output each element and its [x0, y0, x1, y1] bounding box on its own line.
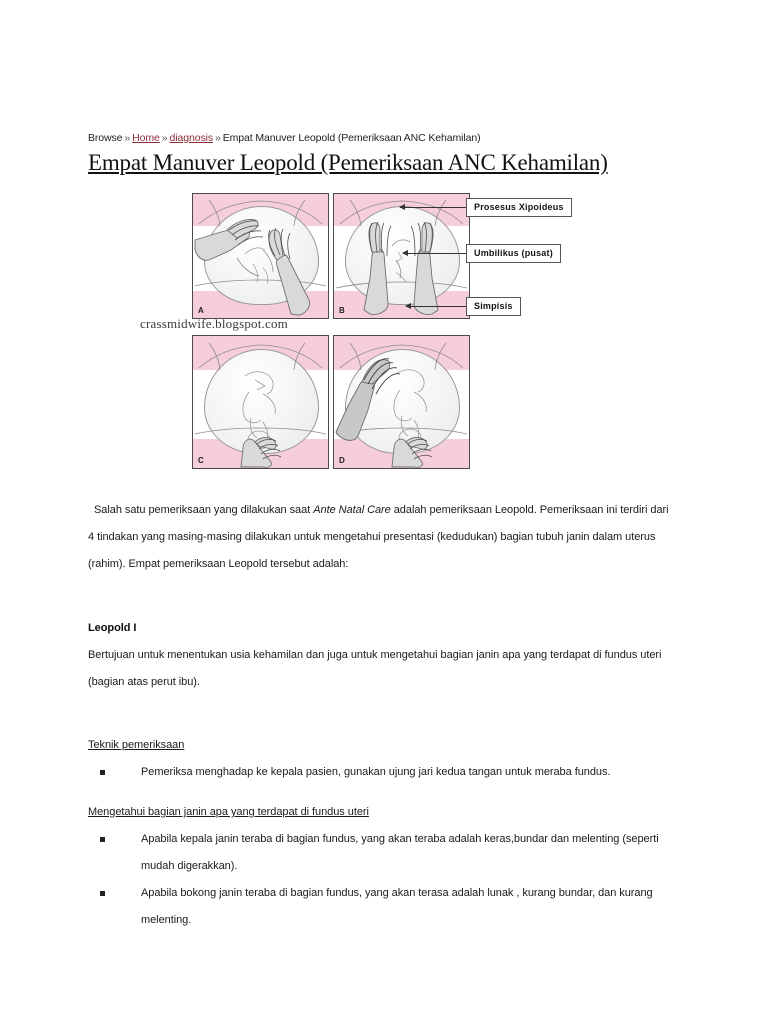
- panel-d-letter: D: [339, 456, 345, 465]
- list-item: Apabila bokong janin teraba di bagian fundus, yang akan terasa adalah lunak , kurang bundar, dan kurang melenting.: [88, 880, 673, 934]
- callout-leader-umbilikus: [403, 253, 466, 254]
- figure-watermark: crassmidwife.blogspot.com: [140, 316, 288, 331]
- figure-panel-a: [192, 193, 329, 319]
- intro-part-2: adalah pemeriksaan Leopold. Pemeriksaan ini terdiri dari 4 tindakan yang masing-masing dilakukan untuk mengetahui presentasi (kedudukan) bagian tubuh janin dalam uterus (rahim). Empat pemeriksaan Leopold tersebut adalah:: [88, 504, 669, 570]
- panel-d-linework: [334, 336, 469, 468]
- panel-c-linework: [193, 336, 328, 468]
- figure-panel-d: [333, 335, 470, 469]
- subheading-mengetahui-bagian-janin: Mengetahui bagian janin apa yang terdapat di fundus uteri: [88, 806, 369, 818]
- callout-leader-simpisis: [406, 306, 466, 307]
- document-content: [88, 131, 673, 934]
- section-heading-leopold-1: Leopold I: [88, 622, 137, 634]
- subheading-wrap-teknik: [88, 732, 673, 759]
- callout-simpisis: Simpisis: [466, 297, 521, 316]
- panel-b-linework: [334, 194, 469, 318]
- page-title: Empat Manuver Leopold (Pemeriksaan ANC Kehamilan): [88, 150, 608, 175]
- subheading-teknik-pemeriksaan: Teknik pemeriksaan: [88, 739, 185, 751]
- callout-prosesus-xipoideus: Prosesus Xipoideus: [466, 198, 572, 217]
- list-item: Pemeriksa menghadap ke kepala pasien, gunakan ujung jari kedua tangan untuk meraba fundus.: [88, 759, 673, 786]
- intro-italic-term: Ante Natal Care: [313, 504, 391, 516]
- breadcrumb-current: Empat Manuver Leopold (Pemeriksaan ANC Kehamilan): [222, 132, 481, 144]
- breadcrumb-link-diagnosis[interactable]: diagnosis: [169, 132, 213, 144]
- section-paragraph-leopold-1: Bertujuan untuk menentukan usia kehamilan dan juga untuk mengetahui bagian janin apa yang terdapat di fundus uteri (bagian atas perut ibu).: [88, 649, 662, 688]
- spacer-before-teknik: [88, 696, 673, 732]
- spacer-before-mengetahui: [88, 786, 673, 799]
- callout-leader-prosesus-xipoideus: [400, 207, 466, 208]
- leopold-maneuver-figure: [88, 185, 673, 473]
- breadcrumb: [88, 131, 673, 145]
- intro-part-1: Salah satu pemeriksaan yang dilakukan saat: [94, 504, 314, 516]
- breadcrumb-separator-2: »: [161, 132, 168, 144]
- breadcrumb-separator-3: »: [215, 132, 221, 144]
- list-item: Apabila kepala janin teraba di bagian fundus, yang akan teraba adalah keras,bundar dan melenting (seperti mudah digerakkan).: [88, 826, 673, 880]
- panel-b-letter: B: [339, 306, 345, 315]
- callout-umbilikus: Umbilikus (pusat): [466, 244, 561, 263]
- panel-a-linework: [193, 194, 328, 318]
- spacer-before-leopold-1: [88, 589, 673, 615]
- bullet-list-teknik: [88, 759, 673, 786]
- spacer-after-figure: [88, 473, 673, 486]
- intro-paragraph: [88, 497, 673, 578]
- figure-panel-c: [192, 335, 329, 469]
- figure-panel-b: [333, 193, 470, 319]
- breadcrumb-separator-1: »: [124, 132, 131, 144]
- breadcrumb-link-home[interactable]: Home: [132, 132, 160, 144]
- bullet-list-mengetahui: [88, 826, 673, 934]
- panel-a-letter: A: [198, 306, 204, 315]
- subheading-wrap-mengetahui: [88, 799, 673, 826]
- panel-c-letter: C: [198, 456, 204, 465]
- breadcrumb-prefix: Browse: [88, 132, 123, 144]
